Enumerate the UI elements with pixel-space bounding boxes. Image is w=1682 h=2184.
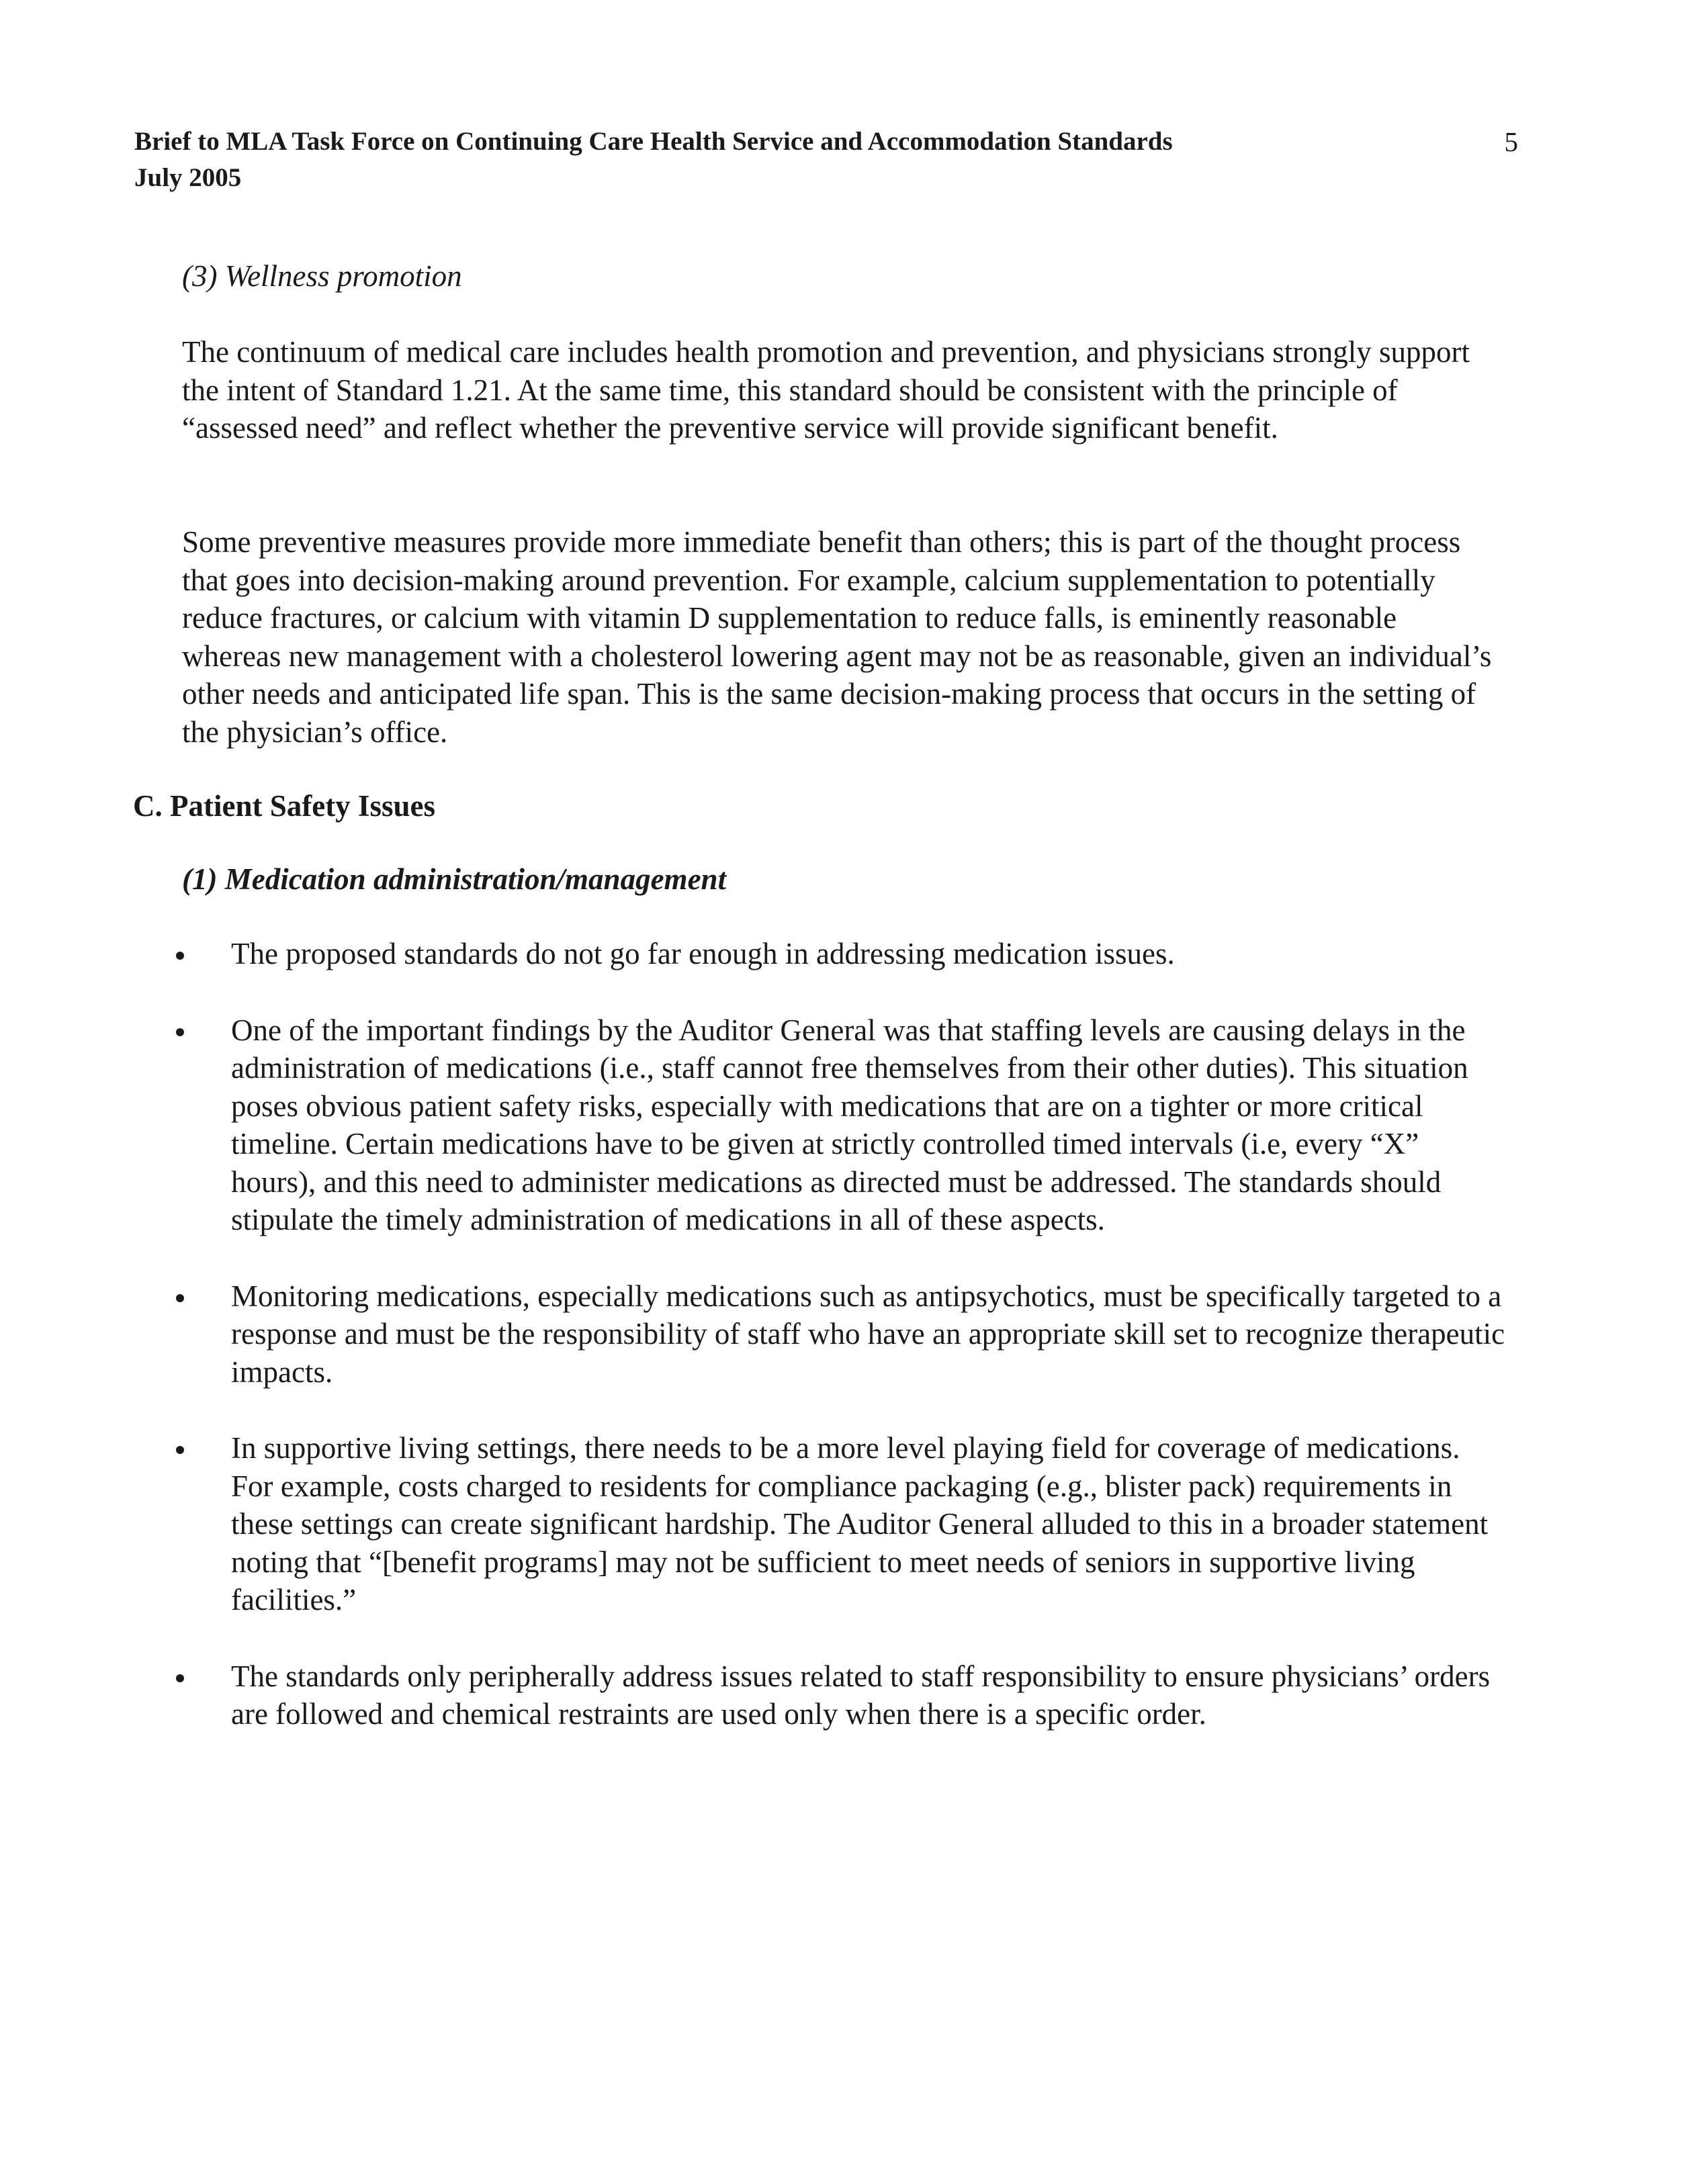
bullet-text: The proposed standards do not go far enough in addressing medication issues. <box>231 937 1175 970</box>
wellness-paragraph-2: Some preventive measures provide more immediate benefit than others; this is part of the thought process that goes into decision-making around prevention. For example, calcium supplementation to potentially reduce fractures, or calcium with vitamin D supplementation to reduce falls, is eminently reasonable whereas new management with a cholesterol lowering agent may not be as reasonable, given an individual’s other needs and anticipated life span. This is the same decision-making process that occurs in the setting of the physician’s office. <box>182 525 1492 749</box>
list-item <box>176 1277 1506 1392</box>
medication-subheading: (1) Medication administration/management <box>182 862 727 896</box>
bullet-icon <box>176 1446 184 1454</box>
bullet-text: The standards only peripherally address issues related to staff responsibility to ensure physicians’ orders are followed and chemical restraints are used only when there is a specific order. <box>231 1659 1491 1731</box>
bullet-text: In supportive living settings, there needs to be a more level playing field for coverage of medications. For example, costs charged to residents for compliance packaging (e.g., blister pack) requirements in these settings can create significant hardship. The Auditor General alluded to this in a broader statement noting that “[benefit programs] may not be sufficient to meet needs of seniors in supportive living facilities.” <box>231 1431 1489 1617</box>
bullet-icon <box>176 952 184 960</box>
header-date: July 2005 <box>134 163 242 192</box>
bullet-icon <box>176 1028 184 1036</box>
bullet-icon <box>176 1294 184 1302</box>
page-number: 5 <box>1504 126 1518 157</box>
wellness-paragraph-1: The continuum of medical care includes health promotion and prevention, and physicians strongly support the intent of Standard 1.21. At the same time, this standard should be consistent with the principle of “assessed need” and reflect whether the preventive service will provide significant benefit. <box>182 335 1470 445</box>
list-item <box>176 1011 1506 1239</box>
bullet-icon <box>176 1674 184 1682</box>
list-item <box>176 1429 1506 1619</box>
page-header <box>134 124 1518 196</box>
bullet-text: Monitoring medications, especially medications such as antipsychotics, must be specifically targeted to a response and must be the responsibility of staff who have an appropriate skill set to recognize therapeutic impacts. <box>231 1279 1505 1389</box>
medication-bullet-list <box>176 935 1506 1772</box>
header-title: Brief to MLA Task Force on Continuing Care Health Service and Accommodation Standards <box>134 127 1173 156</box>
wellness-heading: (3) Wellness promotion <box>182 259 462 293</box>
list-item <box>176 935 1506 973</box>
section-c-heading: C. Patient Safety Issues <box>133 789 435 823</box>
list-item <box>176 1657 1506 1733</box>
bullet-text: One of the important findings by the Auditor General was that staffing levels are causing delays in the administration of medications (i.e., staff cannot free themselves from their other duties). This situation poses obvious patient safety risks, especially with medications that are on a tighter or more critical timeline. Certain medications have to be given at strictly controlled timed intervals (i.e, every “X” hours), and this need to administer medications as directed must be addressed. The standards should stipulate the timely administration of medications in all of these aspects. <box>231 1013 1468 1236</box>
